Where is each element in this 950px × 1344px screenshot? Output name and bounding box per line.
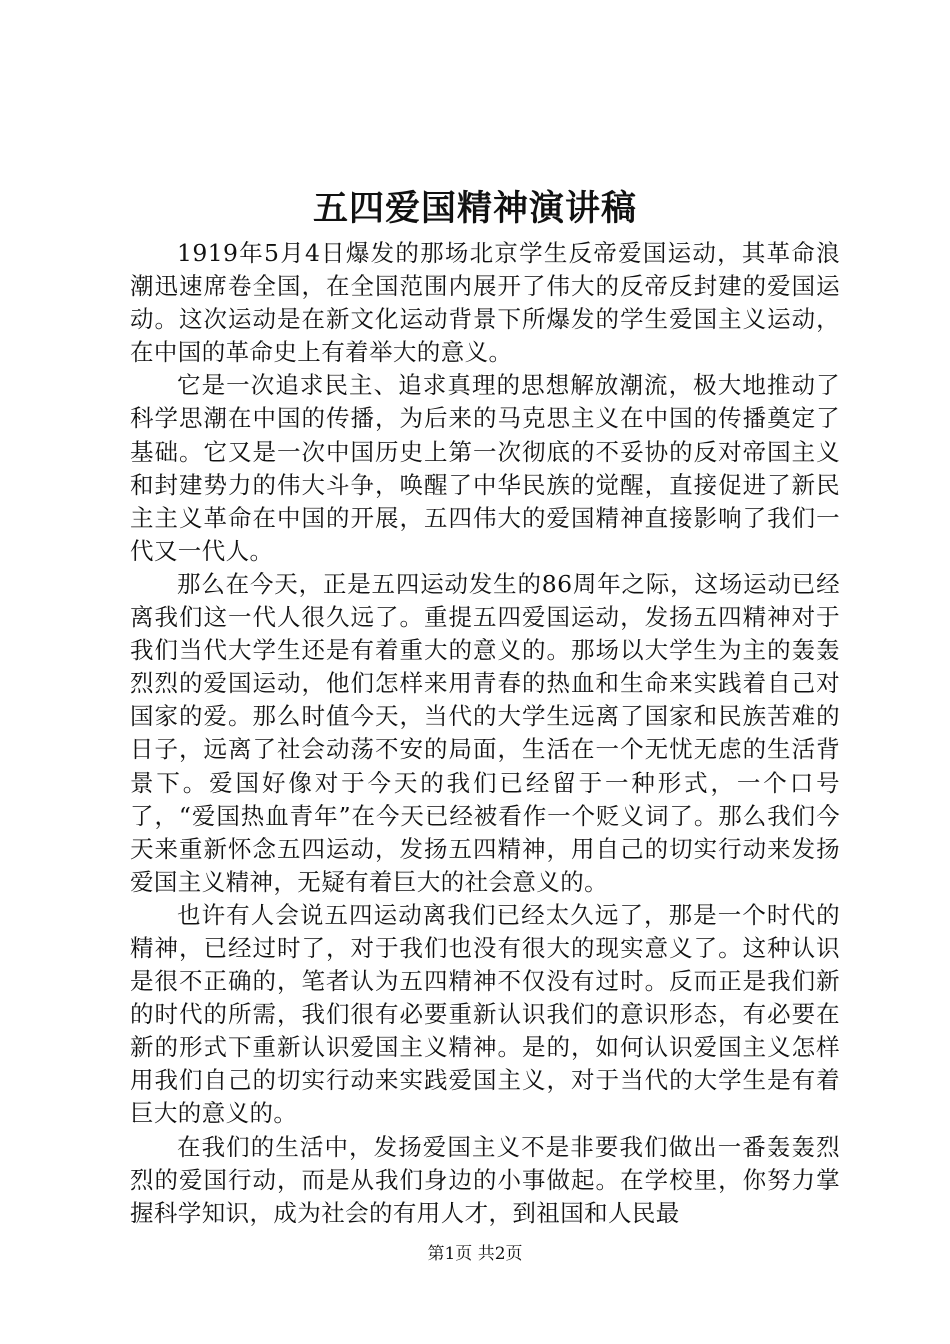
paragraph-1: 1919年5月4日爆发的那场北京学生反帝爱国运动，其革命浪潮迅速席卷全国，在全国范围内展开了伟大的反帝反封建的爱国运动。这次运动是在新文化运动背景下所爆发的学生爱国主义运动，在中国的革命史上有着举大的意义。: [130, 239, 840, 367]
body-text: [130, 237, 840, 1230]
paragraph-5: 在我们的生活中，发扬爱国主义不是非要我们做出一番轰轰烈烈的爱国行动，而是从我们身边的小事做起。在学校里，你努力掌握科学知识，成为社会的有用人才，到祖国和人民最: [130, 1132, 840, 1227]
paragraph-3: 那么在今天，正是五四运动发生的86周年之际，这场运动已经离我们这一代人很久远了。重提五四爱国运动，发扬五四精神对于我们当代大学生还是有着重大的意义的。那场以大学生为主的轰轰烈烈的爱国运动，他们怎样来用青春的热血和生命来实践着自己对国家的爱。那么时值今天，当代的大学生远离了国家和民族苦难的日子，远离了社会动荡不安的局面，生活在一个无忧无虑的生活背景下。爱国好像对于今天的我们已经留于一种形式，一个口号了，“爱国热血青年”在今天已经被看作一个贬义词了。那么我们今天来重新怀念五四运动，发扬五四精神，用自己的切实行动来发扬爱国主义精神，无疑有着巨大的社会意义的。: [130, 569, 840, 896]
page-number-footer: 第1页 共2页: [427, 1244, 523, 1264]
paragraph-2: 它是一次追求民主、追求真理的思想解放潮流，极大地推动了科学思潮在中国的传播，为后来的马克思主义在中国的传播奠定了基础。它又是一次中国历史上第一次彻底的不妥协的反对帝国主义和封建势力的伟大斗争，唤醒了中华民族的觉醒，直接促进了新民主主义革命在中国的开展，五四伟大的爱国精神直接影响了我们一代又一代人。: [130, 371, 840, 565]
paragraph-4: 也许有人会说五四运动离我们已经太久远了，那是一个时代的精神，已经过时了，对于我们也没有很大的现实意义了。这种认识是很不正确的，笔者认为五四精神不仅没有过时。反而正是我们新的时代的所需，我们很有必要重新认识我们的意识形态，有必要在新的形式下重新认识爱国主义精神。是的，如何认识爱国主义怎样用我们自己的切实行动来实践爱国主义，对于当代的大学生是有着巨大的意义的。: [130, 900, 840, 1128]
page-title: 五四爱国精神演讲稿: [312, 188, 637, 229]
